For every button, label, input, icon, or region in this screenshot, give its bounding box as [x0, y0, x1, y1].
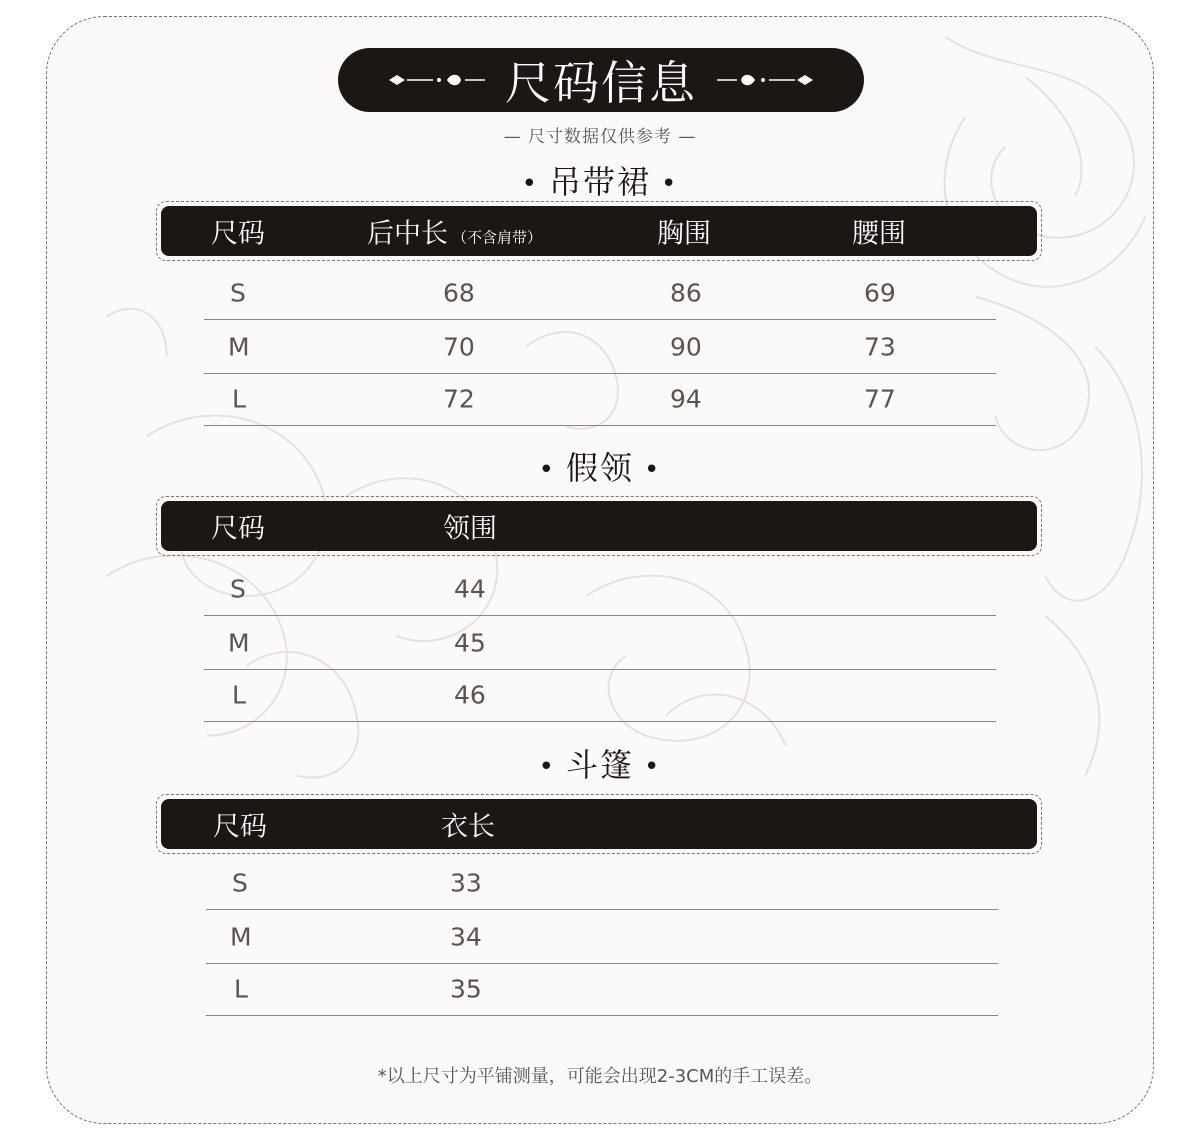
table-header-collar	[156, 496, 1042, 556]
header-size: 尺码	[211, 218, 265, 250]
cell-neck: 46	[454, 680, 486, 709]
table-row	[204, 562, 996, 616]
footer-note: *以上尺寸为平铺测量，可能会出现2-3CM的手工误差。	[377, 1066, 823, 1087]
cell-neck: 45	[454, 628, 486, 657]
cell-size: M	[230, 922, 252, 951]
cell-size: S	[232, 868, 248, 897]
cell-neck: 44	[454, 574, 486, 603]
table-row	[206, 962, 998, 1016]
subtitle: — 尺寸数据仅供参考 —	[503, 127, 697, 147]
header-size: 尺码	[213, 811, 267, 843]
table-header-cape	[156, 794, 1042, 854]
cell-size: S	[230, 574, 246, 603]
page-title: 尺码信息	[505, 56, 697, 110]
table-row	[204, 668, 996, 722]
header-neck: 领围	[443, 513, 497, 545]
cell-length: 33	[450, 868, 482, 897]
cell-size: S	[230, 278, 246, 307]
header-bust: 胸围	[657, 218, 711, 250]
table-row	[204, 266, 996, 320]
cell-size: L	[232, 384, 246, 413]
cell-back-length: 68	[443, 278, 475, 307]
table-row	[204, 372, 996, 426]
table-row	[206, 910, 998, 964]
cell-length: 34	[450, 922, 482, 951]
cell-length: 35	[450, 974, 482, 1003]
cell-size: L	[234, 974, 248, 1003]
section-title-collar: • 假领 •	[538, 449, 662, 487]
cell-waist: 73	[864, 332, 896, 361]
cell-back-length: 70	[443, 332, 475, 361]
table-row	[204, 320, 996, 374]
cell-size: L	[232, 680, 246, 709]
section-title-cape: • 斗篷 •	[538, 746, 662, 784]
title-banner	[338, 48, 864, 112]
section-title-slip-dress: • 吊带裙 •	[521, 163, 679, 201]
header-length: 衣长	[441, 811, 495, 843]
cell-size: M	[228, 332, 250, 361]
ornament-right-icon	[715, 71, 815, 89]
cell-waist: 77	[864, 384, 896, 413]
cell-bust: 94	[670, 384, 702, 413]
table-row	[204, 616, 996, 670]
cell-bust: 90	[670, 332, 702, 361]
header-size: 尺码	[211, 513, 265, 545]
table-row	[206, 856, 998, 910]
cell-size: M	[228, 628, 250, 657]
cell-bust: 86	[670, 278, 702, 307]
cell-waist: 69	[864, 278, 896, 307]
ornament-left-icon	[387, 71, 487, 89]
header-note: （不含肩带）	[452, 228, 543, 247]
cell-back-length: 72	[443, 384, 475, 413]
table-header-slip-dress	[156, 201, 1042, 261]
header-waist: 腰围	[852, 218, 906, 250]
header-back-length: 后中长 （不含肩带）	[367, 218, 543, 250]
